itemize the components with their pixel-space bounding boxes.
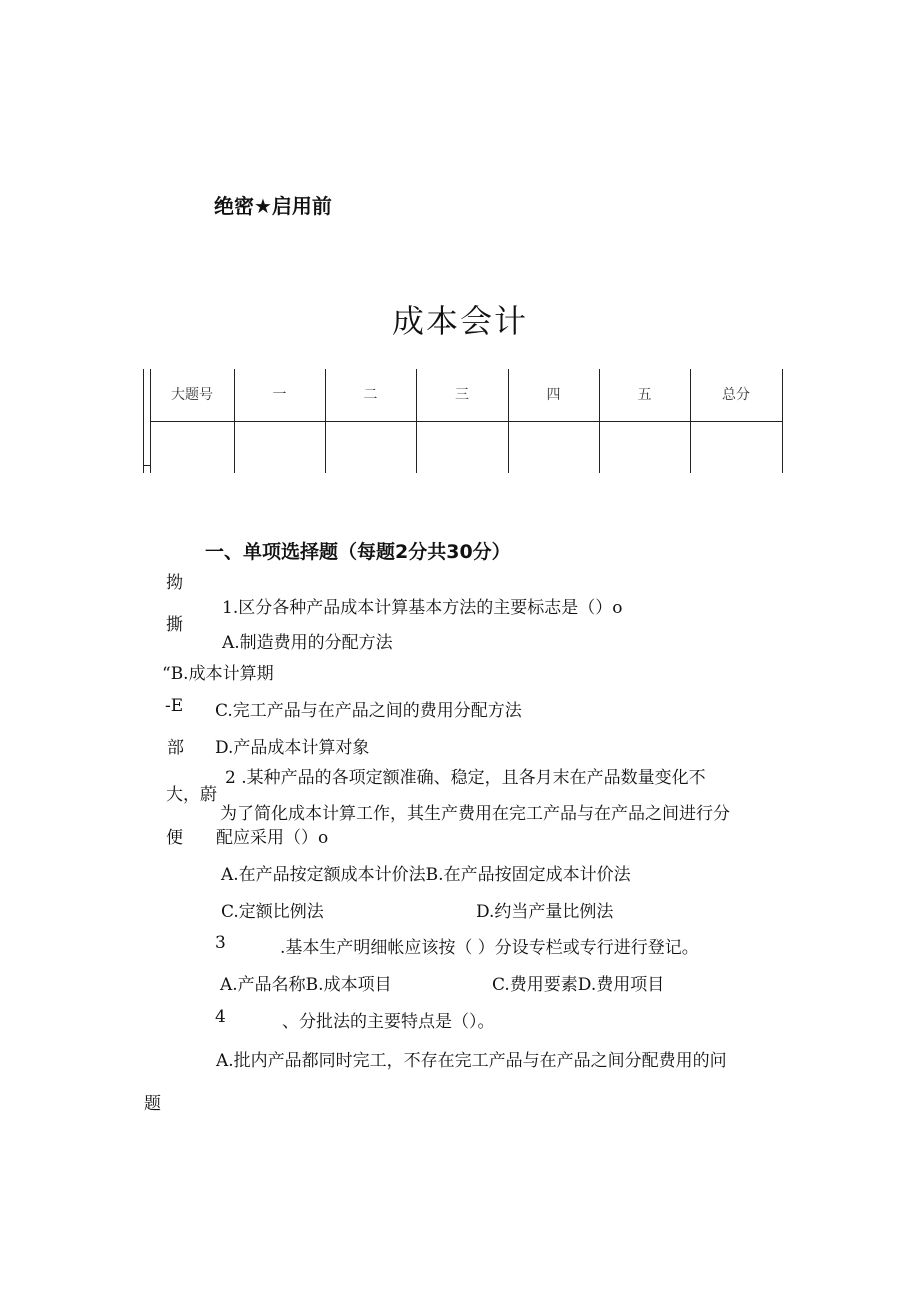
score-cell[interactable] bbox=[508, 422, 599, 473]
question-stem: 、分批法的主要特点是（）。 bbox=[282, 1012, 495, 1032]
score-cell[interactable] bbox=[416, 422, 508, 473]
question-number: 3 bbox=[215, 933, 226, 953]
document-title: 成本会计 bbox=[391, 302, 528, 340]
margin-note: 便 bbox=[166, 828, 183, 848]
option-d: D.产品成本计算对象 bbox=[215, 738, 370, 758]
margin-note: 撕 bbox=[166, 615, 183, 635]
score-cell[interactable] bbox=[234, 422, 325, 473]
question-stem: .基本生产明细帐应该按（ ）分设专栏或专行进行登记。 bbox=[280, 938, 699, 958]
margin-note: 拗 bbox=[166, 573, 183, 593]
score-cell[interactable] bbox=[599, 422, 690, 473]
table-header-cell: 大题号 bbox=[171, 387, 213, 403]
question-stem-continued: 为了简化成本计算工作，其生产费用在完工产品与在产品之间进行分 bbox=[220, 804, 730, 824]
score-table bbox=[150, 369, 783, 473]
table-header-cell: 二 bbox=[363, 387, 378, 403]
question-stem: 1.区分各种产品成本计算基本方法的主要标志是（）o bbox=[222, 598, 623, 618]
table-header-cell: 四 bbox=[546, 387, 561, 403]
table-header-cell: 总分 bbox=[722, 387, 750, 403]
question-number: 4 bbox=[215, 1007, 226, 1027]
score-cell[interactable] bbox=[690, 422, 782, 473]
table-border-left bbox=[143, 369, 144, 473]
option-ab: A.在产品按定额成本计价法B.在产品按固定成本计价法 bbox=[221, 865, 631, 885]
option-a-continued: 题 bbox=[144, 1094, 161, 1114]
margin-note: -E bbox=[165, 696, 184, 716]
score-cell[interactable] bbox=[150, 422, 234, 473]
margin-note: 部 bbox=[167, 738, 184, 758]
table-header-cell: 五 bbox=[637, 387, 652, 403]
margin-note: “B.成本计算期 bbox=[162, 664, 274, 684]
option-cd: C.费用要素D.费用项目 bbox=[492, 975, 665, 995]
confidential-label: 绝密★启用前 bbox=[214, 194, 332, 218]
option-c: C.完工产品与在产品之间的费用分配方法 bbox=[215, 701, 522, 721]
table-header-cell: 三 bbox=[455, 387, 469, 403]
section-heading: 一、单项选择题（每题2分共30分） bbox=[205, 541, 511, 563]
option-d: D.约当产量比例法 bbox=[476, 902, 614, 922]
option-a: A.批内产品都同时完工，不存在完工产品与在产品之间分配费用的问 bbox=[216, 1051, 727, 1071]
option-ab: A.产品名称B.成本项目 bbox=[220, 975, 392, 995]
score-cell[interactable] bbox=[325, 422, 416, 473]
question-stem: 2 .某种产品的各项定额准确、稳定，且各月末在产品数量变化不 bbox=[225, 768, 706, 788]
option-a: A.制造费用的分配方法 bbox=[222, 633, 393, 653]
question-stem-continued: 配应采用（）o bbox=[216, 828, 329, 848]
option-c: C.定额比例法 bbox=[221, 902, 324, 922]
margin-note: 大，蔚 bbox=[166, 785, 217, 805]
table-header-cell: 一 bbox=[272, 387, 287, 403]
